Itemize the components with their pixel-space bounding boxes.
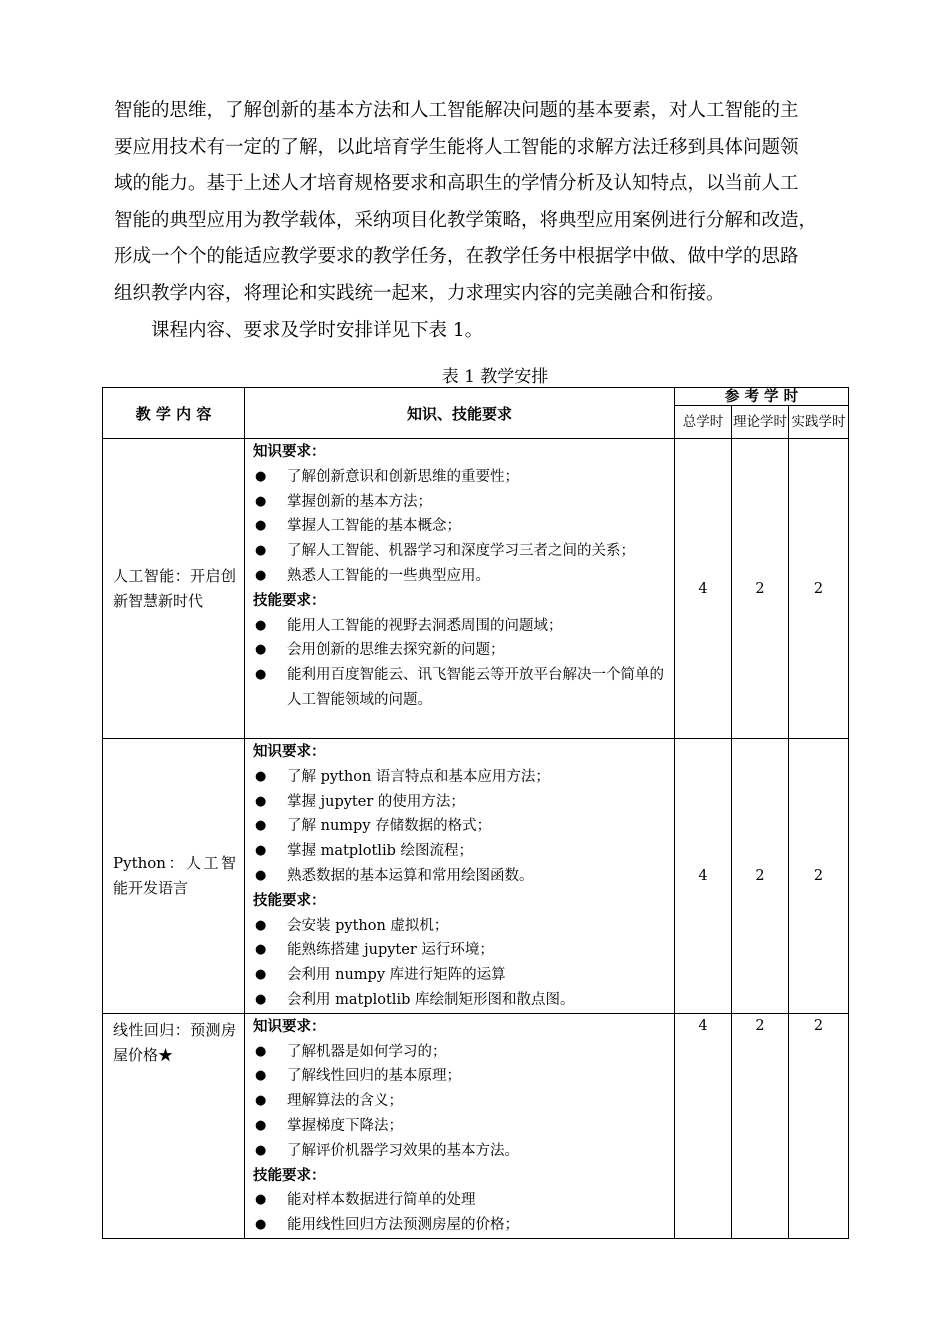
topic-cell: 线性回归：预测房屋价格★ [103,1013,245,1238]
list-item: ● 掌握梯度下降法； [253,1114,666,1139]
header-requirements: 知识、技能要求 [245,388,675,439]
knowledge-label: 知识要求： [253,743,326,760]
knowledge-label: 知识要求： [253,443,326,460]
table-row [103,1013,849,1238]
knowledge-list [253,465,666,589]
list-item: ● 熟悉数据的基本运算和常用绘图函数。 [253,864,666,889]
list-item: ● 了解 numpy 存储数据的格式； [253,814,666,839]
requirements-cell [245,739,675,1014]
list-item: ● 能利用百度智能云、讯飞智能云等开放平台解决一个简单的人工智能领域的问题。 [253,663,666,713]
header-content: 教 学 内 容 [103,388,245,439]
list-item: ● 掌握 matplotlib 绘图流程； [253,839,666,864]
intro-paragraph [114,93,844,349]
intro-line: 智能的思维，了解创新的基本方法和人工智能解决问题的基本要素，对人工智能的主 [114,100,799,121]
skill-list [253,614,666,713]
table-caption: 表 1 教学安排 [441,367,549,387]
requirements-cell [245,439,675,739]
skill-label: 技能要求： [253,1166,326,1184]
skill-label: 技能要求： [253,891,326,909]
list-item: ● 了解 python 语言特点和基本应用方法； [253,765,666,790]
list-item: ● 能对样本数据进行简单的处理 [253,1188,666,1213]
total-hours: 4 [675,739,732,1014]
list-item: ● 会利用 matplotlib 库绘制矩形图和散点图。 [253,988,666,1013]
list-item: ● 了解线性回归的基本原理； [253,1064,666,1089]
practice-hours: 2 [789,439,849,739]
list-item: ● 能用线性回归方法预测房屋的价格； [253,1213,666,1238]
intro-note: 课程内容、要求及学时安排详见下表 1。 [151,319,484,341]
list-item: ● 了解人工智能、机器学习和深度学习三者之间的关系； [253,539,666,564]
total-hours: 4 [675,439,732,739]
intro-line: 形成一个个的能适应教学要求的教学任务，在教学任务中根据学中做、做中学的思路 [114,246,799,268]
table-row [103,739,849,1014]
list-item: ● 会安装 python 虚拟机； [253,914,666,939]
intro-line: 域的能力。基于上述人才培育规格要求和高职生的学情分析及认知特点，以当前人工 [114,173,799,195]
skill-list [253,1188,666,1238]
practice-hours: 2 [789,1013,849,1238]
header-theory-hours: 理论学时 [732,406,789,439]
list-item: ● 了解评价机器学习效果的基本方法。 [253,1139,666,1164]
list-item: ● 会用创新的思维去探究新的问题； [253,638,666,663]
table-row [103,439,849,739]
header-total-hours: 总学时 [675,406,732,439]
knowledge-label: 知识要求： [253,1017,326,1035]
list-item: ● 会利用 numpy 库进行矩阵的运算 [253,963,666,988]
list-item: ● 能熟练搭建 jupyter 运行环境； [253,938,666,963]
knowledge-list [253,765,666,889]
topic-cell: 人工智能：开启创新智慧新时代 [103,439,245,739]
requirements-cell [245,1013,675,1238]
list-item: ● 掌握创新的基本方法； [253,490,666,515]
intro-line: 要应用技术有一定的了解，以此培育学生能将人工智能的求解方法迁移到具体问题领 [114,136,799,158]
list-item: ● 掌握 jupyter 的使用方法； [253,790,666,815]
list-item: ● 掌握人工智能的基本概念； [253,514,666,539]
header-practice-hours: 实践学时 [789,406,849,439]
theory-hours: 2 [732,739,789,1014]
intro-line: 组织教学内容，将理论和实践统一起来，力求理实内容的完美融合和衔接。 [114,282,725,304]
teaching-schedule-table [102,387,849,1239]
list-item: ● 了解创新意识和创新思维的重要性； [253,465,666,490]
total-hours: 4 [675,1013,732,1238]
theory-hours: 2 [732,439,789,739]
theory-hours: 2 [732,1013,789,1238]
list-item: ● 了解机器是如何学习的； [253,1040,666,1065]
topic-cell: Python：人工智能开发语言 [103,739,245,1014]
knowledge-list [253,1040,666,1164]
intro-line: 智能的典型应用为教学载体，采纳项目化教学策略，将典型应用案例进行分解和改造， [114,209,818,231]
list-item: ● 理解算法的含义； [253,1089,666,1114]
skill-label: 技能要求： [253,591,326,609]
header-hours: 参 考 学 时 [675,388,849,406]
list-item: ● 能用人工智能的视野去洞悉周围的问题域； [253,614,666,639]
skill-list [253,914,666,1013]
practice-hours: 2 [789,739,849,1014]
list-item: ● 熟悉人工智能的一些典型应用。 [253,564,666,589]
